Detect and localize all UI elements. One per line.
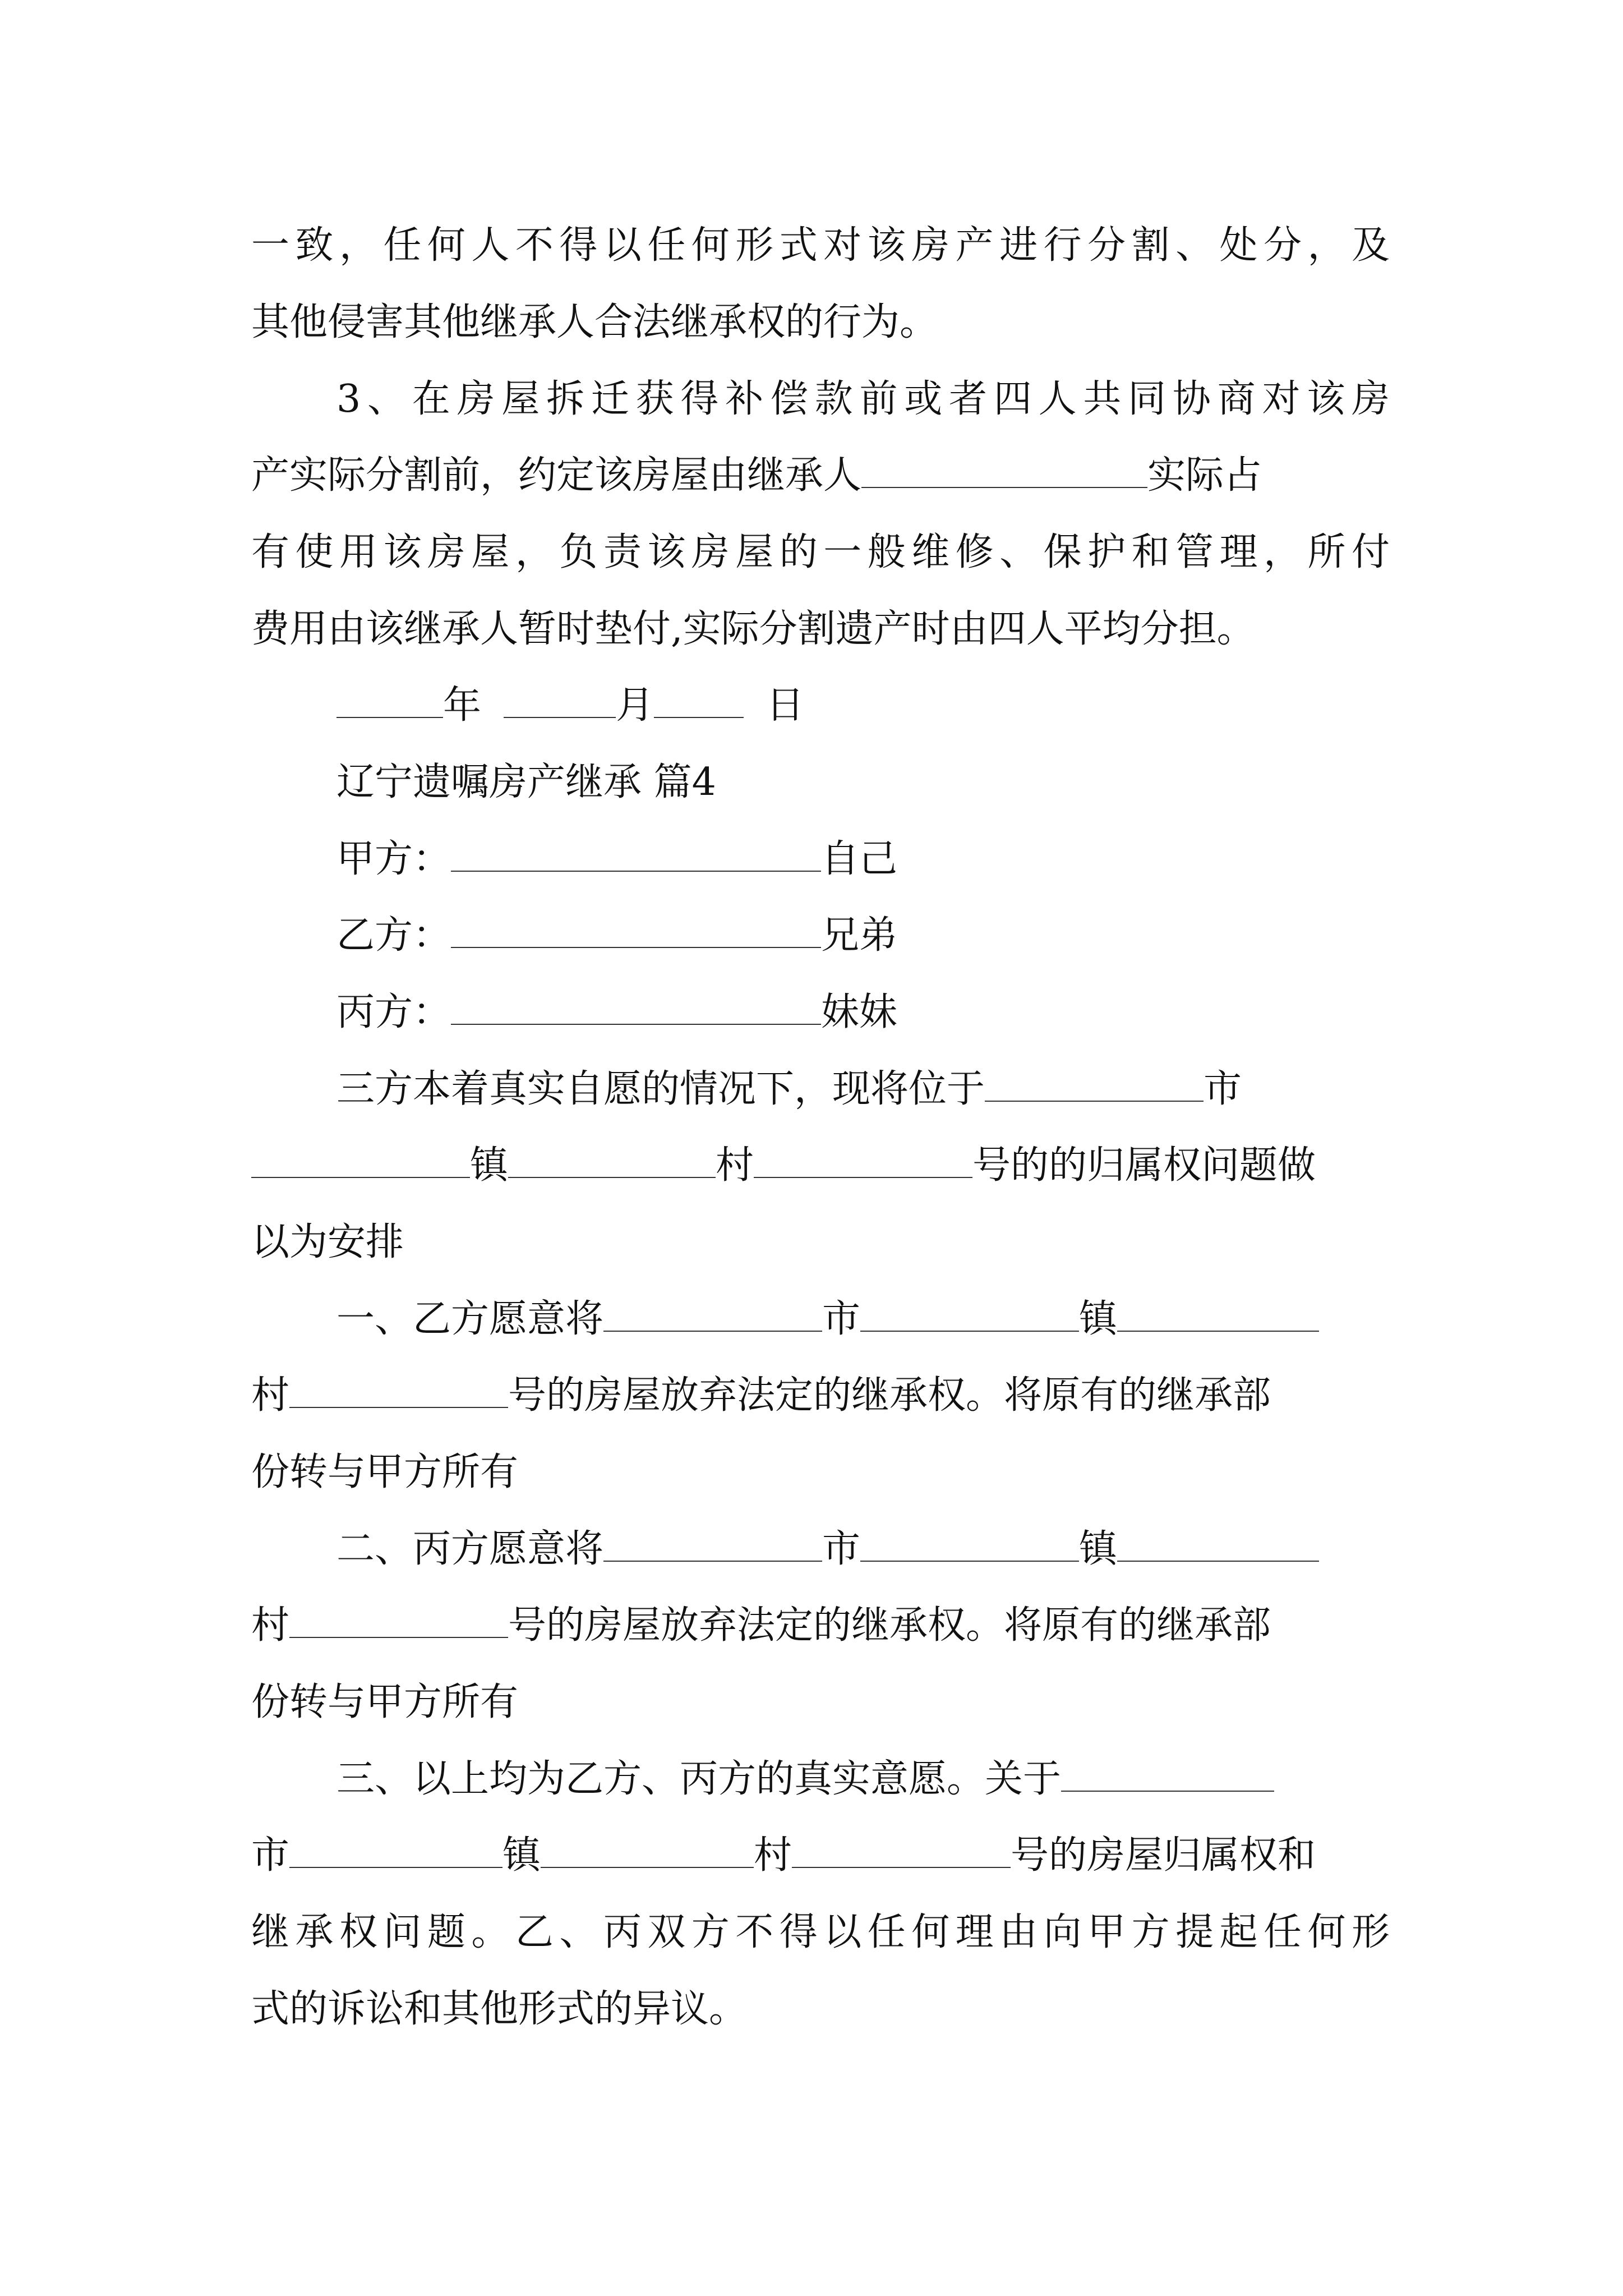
fill-blank — [451, 989, 821, 1025]
body-text-line: 费用由该继承人暂时垫付,实际分割遗产时由四人平均分担。 — [251, 607, 1255, 651]
fill-blank — [451, 912, 821, 948]
body-text-line: 其他侵害其他继承人合法继承权的行为。 — [251, 300, 938, 344]
body-text-line — [251, 1368, 1390, 1424]
fill-blank — [508, 1142, 716, 1178]
body-text-line: 以为安排 — [251, 1220, 404, 1264]
fill-blank — [1117, 1526, 1319, 1562]
text-segment: 市 — [822, 1297, 861, 1341]
party-relation: 妹妹 — [821, 990, 898, 1034]
text-segment: 号的的归属权问题做 — [972, 1143, 1316, 1188]
fill-blank — [792, 1832, 1011, 1868]
text-segment: 镇 — [1079, 1297, 1118, 1341]
fill-blank — [985, 1066, 1204, 1102]
text-segment: 号的房屋放弃法定的继承权。将原有的继承部 — [508, 1603, 1271, 1648]
body-text-line: 继承权问题。乙、丙双方不得以任何理由向甲方提起任何形 — [251, 1910, 1390, 1954]
month-label: 月 — [616, 683, 654, 728]
body-text-line — [251, 1828, 1390, 1884]
text-segment: 市 — [1204, 1067, 1242, 1111]
party-label: 甲方： — [336, 837, 451, 881]
text-segment: 产实际分割前，约定该房屋由继承人 — [251, 453, 862, 498]
text-segment: 镇 — [502, 1833, 541, 1878]
fill-blank — [504, 682, 616, 718]
fill-blank — [451, 836, 821, 872]
text-segment: 一、乙方愿意将 — [336, 1297, 604, 1341]
body-text-line — [336, 1521, 1390, 1577]
body-text-line: 有使用该房屋，负责该房屋的一般维修、保护和管理，所付 — [251, 530, 1390, 574]
text-segment: 实际占 — [1147, 453, 1262, 498]
fill-blank — [860, 1296, 1079, 1332]
body-text-line — [336, 1751, 1390, 1807]
fill-blank — [754, 1142, 972, 1178]
text-segment: 市 — [822, 1527, 861, 1571]
body-text-line — [251, 448, 1390, 504]
fill-blank — [541, 1832, 754, 1868]
body-text-line: 一致，任何人不得以任何形式对该房产进行分割、处分，及 — [251, 223, 1390, 268]
fill-blank — [860, 1526, 1079, 1562]
body-text-line: 份转与甲方所有 — [251, 1680, 519, 1724]
text-segment: 村 — [251, 1603, 290, 1648]
text-segment: 村 — [754, 1833, 792, 1878]
text-segment: 三方本着真实自愿的情况下，现将位于 — [336, 1067, 985, 1111]
text-segment: 三、以上均为乙方、丙方的真实意愿。关于 — [336, 1757, 1062, 1801]
body-text-line — [251, 1598, 1390, 1654]
fill-blank — [289, 1832, 502, 1868]
fill-blank — [336, 682, 443, 718]
text-segment: 二、丙方愿意将 — [336, 1527, 604, 1571]
body-text-line: 式的诉讼和其他形式的异议。 — [251, 1987, 748, 2031]
party-line — [336, 831, 1390, 887]
party-label: 乙方： — [336, 913, 451, 958]
section-title: 辽宁遗嘱房产继承 篇4 — [336, 760, 716, 804]
fill-blank — [654, 682, 744, 718]
party-relation: 自己 — [821, 837, 898, 881]
text-segment: 市 — [251, 1833, 290, 1878]
fill-blank — [861, 452, 1147, 488]
body-text-line — [336, 1061, 1390, 1117]
fill-blank — [1117, 1296, 1319, 1332]
party-line — [336, 908, 1390, 964]
date-line — [336, 678, 1390, 734]
day-label: 日 — [766, 683, 805, 728]
text-segment: 村 — [716, 1143, 754, 1188]
fill-blank — [289, 1602, 508, 1638]
fill-blank — [603, 1526, 822, 1562]
party-relation: 兄弟 — [821, 913, 898, 958]
party-label: 丙方： — [336, 990, 451, 1034]
text-segment: 号的房屋放弃法定的继承权。将原有的继承部 — [508, 1373, 1271, 1418]
body-text-line — [251, 1138, 1390, 1194]
text-segment: 镇 — [1079, 1527, 1118, 1571]
year-label: 年 — [443, 683, 482, 728]
body-text-line: 份转与甲方所有 — [251, 1450, 519, 1494]
body-text-line — [336, 1291, 1390, 1347]
body-text-line: 3、在房屋拆迁获得补偿款前或者四人共同协商对该房 — [336, 377, 1390, 421]
fill-blank — [603, 1296, 822, 1332]
text-segment: 镇 — [470, 1143, 509, 1188]
party-line — [336, 984, 1390, 1041]
fill-blank — [1061, 1756, 1274, 1792]
fill-blank — [251, 1142, 470, 1178]
text-segment: 号的房屋归属权和 — [1011, 1833, 1316, 1878]
text-segment: 村 — [251, 1373, 290, 1418]
fill-blank — [289, 1372, 508, 1408]
